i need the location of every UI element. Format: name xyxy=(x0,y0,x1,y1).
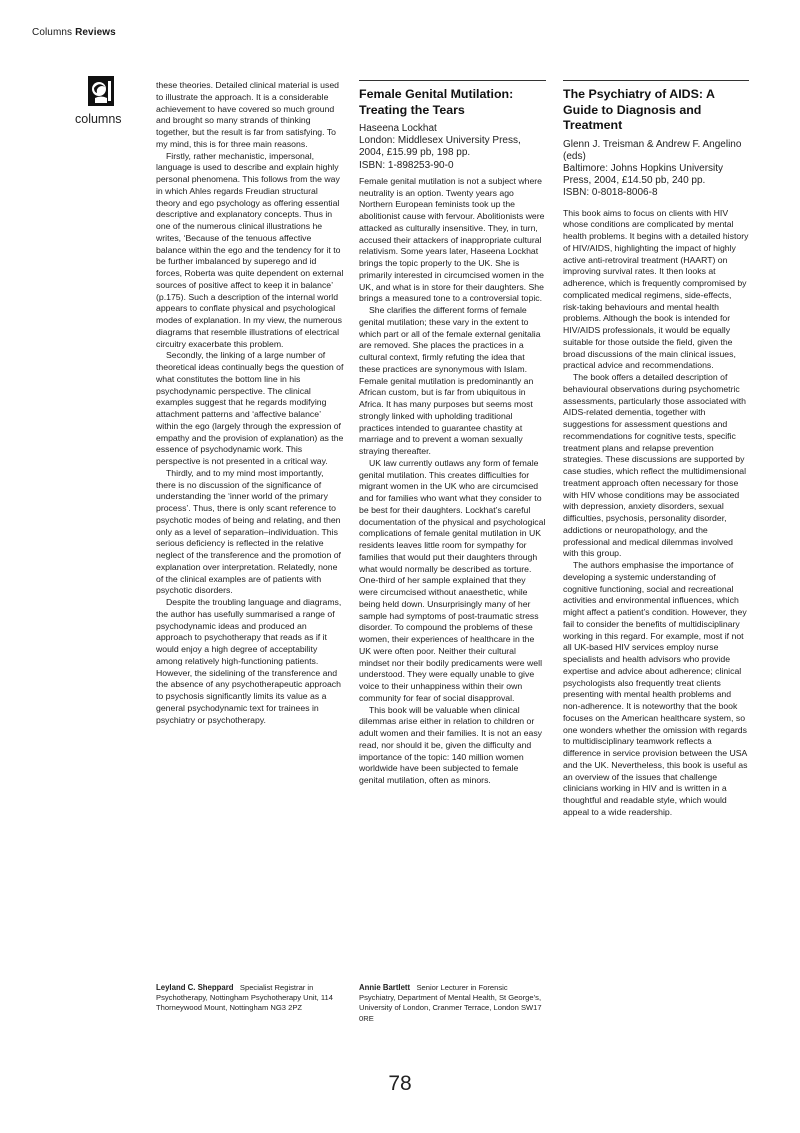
running-head-section: Columns xyxy=(32,27,73,38)
reviewer-signature-1 xyxy=(156,983,341,1014)
paragraph: The authors emphasise the importance of developing a systemic understanding of cognitive functioning, social and recreational activities and environmental influences, which might affect a patient’s condition. However, they fail to consider the benefits of multidisciplinary working in this regard. For example, most if not all UK-based HIV services employ nurse specialists and health advisors who provide expertise and advice about adherence; clinical psychologists also frequently treat clients presenting with mental health problems and non-adherence. It is noteworthy that the book focuses on the American healthcare system, so one wonders whether the omission with regards to multidisciplinary teamwork reflects a difference in service provision between the USA and the UK. Nevertheless, this book is useful as an overview of the issues that challenge clinicians working in HIV and is written in a thoughtful and readable style, which would appeal to a wide readership. xyxy=(563,560,748,817)
paragraph: This book aims to focus on clients with HIV whose conditions are complicated by mental health problems. It begins with a detailed history of HIV/AIDS, highlighting the impact of highly active anti-retroviral treatment (HAART) on improving survival rates. It then looks at adherence, which is frequently compromised by complicated medical regimens, side-effects, risk-taking behaviours and mental health problems. Although the book is intended for HIV/AIDS professionals, it would be equally suitable for those outside the field, given the broad discussions of the main clinical issues, practical advice and recommendations. xyxy=(563,207,749,371)
reviewer-signature-2 xyxy=(359,983,544,1024)
reviewer-affiliation: Senior Lecturer in Forensic Psychiatry, Department of Mental Health, St George’s, University of London, Cranmer Terrace, London SW17 0RE xyxy=(359,983,542,1023)
title-rule xyxy=(359,80,546,81)
book-publisher: Baltimore: Johns Hopkins University Press, 2004, £14.50 pb, 240 pp. xyxy=(563,162,724,187)
column-1 xyxy=(156,80,344,726)
book-publisher: London: Middlesex University Press, 2004, £15.99 pb, 198 pp. xyxy=(359,135,521,159)
paragraph: Firstly, rather mechanistic, impersonal, language is used to describe and explain highly personal phenomena. This follows from the way in which Ahles regards Freudian structural theory and ego psychology as offering essential descriptive and explanatory concepts. Thus in one of the numerous clinical illustrations he writes, ‘Because of the tenuous affective balance within the ego and the tendency for it to be further imbalanced by superego and id forces, Roberta was quite dependent on external sources of positive affect to keep it in balance’ (p.175). Such a description of the internal world appears to conflate physical and psychological modes of explanation. In my view, the numerous diagrams that resemble illustrations of electrical circuitry exacerbate this problem. xyxy=(156,150,344,349)
book-isbn: ISBN: 0-8018-8006-8 xyxy=(563,187,658,199)
running-head-subsection: Reviews xyxy=(75,27,116,38)
paragraph: these theories. Detailed clinical material is used to illustrate the approach. It is a considerable achievement to have covered so much ground and brought so many strands of thinking together, but the result is far from satisfying. To my mind, this is for three main reasons. xyxy=(156,80,340,149)
book-author: Haseena Lockhat xyxy=(359,123,437,134)
page-number: 78 xyxy=(388,1072,412,1095)
paragraph: Despite the troubling language and diagrams, the author has usefully summarised a range of psychodynamic ideas and produced an approach to psychotherapy that reads as if it would enjoy a high degree of acceptability among relatively high-functioning patients. However, the sidelining of the transference and the absence of any psychotherapeutic approach to psychosis significantly limits its value as a general psychodynamic text for trainees in psychiatry or psychotherapy. xyxy=(156,597,342,725)
reviewer-name: Leyland C. Sheppard xyxy=(156,983,234,992)
book-author: Glenn J. Treisman & Andrew F. Angelino (eds) xyxy=(563,138,742,162)
paragraph: Thirdly, and to my mind most importantly, there is no discussion of the significance of understanding the ‘inner world of the primary process’. Thus, there is only scant reference to psychotic modes of being and relating, and then only as a level of separation–individuation. This serious deficiency is reflected in the relative neglect of the transference and the promotion of explanation over interpretation. Relatedly, none of the clinical examples are of patients with psychotic disorders. xyxy=(156,467,341,596)
book-isbn: ISBN: 1-898253-90-0 xyxy=(359,159,454,171)
title-rule xyxy=(563,80,749,81)
paragraph: UK law currently outlaws any form of female genital mutilation. This creates difficulties for migrant women in the UK who are circumcised and for families who want what they consider to be best for their daughters. Lockhat’s careful documentation of the physical and psychological complications of female genital mutilation in UK residents leaves little room for sympathy for families that would put their daughters through what would normally be described as torture. One-third of her sample explained that they were circumcised without anaesthetic, while being held down. Unsurprisingly many of her sample had symptoms of post-traumatic stress disorder. To compound the problems of these women, their experiences of healthcare in the UK were often poor. Neither their cultural mindset nor their bodily predicaments were well understood. They were equally unable to give voice to their unhappiness within their own community for fear of social disapproval. xyxy=(359,457,546,703)
reviewer-name: Annie Bartlett xyxy=(359,983,411,992)
running-head xyxy=(32,27,116,38)
columns-logo-icon xyxy=(88,76,114,106)
review-title: Female Genital Mutilation: Treating the Tears xyxy=(359,87,514,117)
paragraph: She clarifies the different forms of female genital mutilation; these vary in the extent to which part or all of the female external genitalia are removed. She places the practices in a cultural context, firmly refuting the idea that these practices are synonymous with Islam. Female genital mutilation is predominantly an African custom, but is far from ubiquitous in Africa. It has many purposes but seems most strongly linked with upholding traditional practices intended to guarantee chastity at marriage and to prevent a woman sexually straying thereafter. xyxy=(359,305,541,457)
paragraph: Secondly, the linking of a large number of theoretical ideas continually begs the question of what constitutes the bottom line in his psychodynamic perspective. The clinical examples suggest that he regards modifying attachment patterns and ‘affective balance’ within the ego (largely through the expression of empathy and the provision of explanation) as the essence of psychodynamic work. This perspective is not presented in a critical way. xyxy=(156,350,344,466)
columns-logo-word: columns xyxy=(75,112,122,126)
reviewer-affiliation: Specialist Registrar in Psychotherapy, Nottingham Psychotherapy Unit, 114 Thorneywood Mount, Nottingham NG3 2PZ xyxy=(156,983,333,1013)
column-3 xyxy=(563,80,749,819)
paragraph: This book will be valuable when clinical dilemmas arise either in relation to children or adult women and their families. It is not an easy read, nor should it be, given the difficulty and importance of the topic: 140 million women worldwide have been subjected to female genital mutilation, often as minors. xyxy=(359,704,543,786)
paragraph: Female genital mutilation is not a subject where neutrality is an option. Twenty years ago Northern European feminists took up the abolitionist cause with fervour. Abolitionists were attacked as culturally insensitive. They, in turn, accused their attackers of inappropriate cultural relativism. Some years later, Haseena Lockhat brings the topic properly to the UK. She is primarily interested in circumcised women in the UK, and what is in store for their daughters. She brings a measured tone to a controversial topic. xyxy=(359,175,545,304)
paragraph: The book offers a detailed description of behavioural observations during psychometric assessments, particularly those associated with AIDS-related dementia, together with suggestions for assessment questions and recommendations for cognitive tests, specific treatment plans and relapse prevention strategies. These discussions are supported by case studies, which reflect the multidimensional treatment approach often necessary for those with HIV whose conditions may be associated with depression, anxiety disorders, sexual difficulties, psychosis, personality disorder, addictions or neuropathology, and the professional and medical dilemmas involved with this group. xyxy=(563,372,747,559)
review-title: The Psychiatry of AIDS: A Guide to Diagnosis and Treatment xyxy=(563,87,715,132)
column-2 xyxy=(359,80,546,787)
